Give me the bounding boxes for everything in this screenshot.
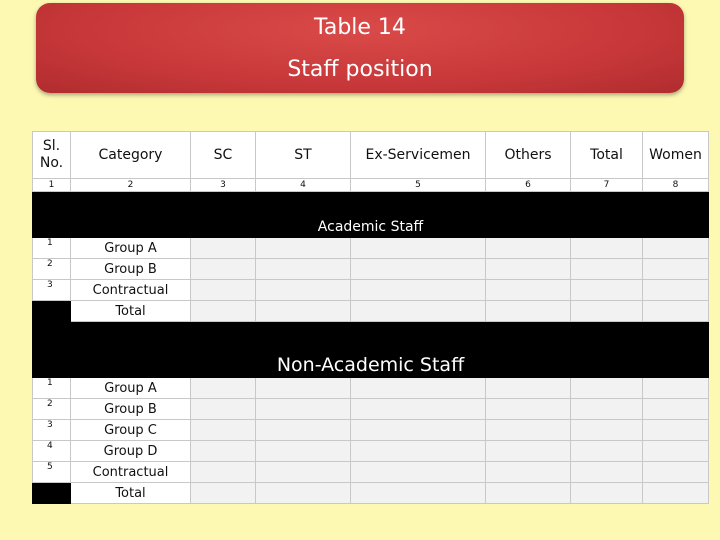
empty-cell — [351, 301, 486, 322]
empty-cell — [351, 280, 486, 301]
staff-position-table — [32, 131, 709, 504]
header-sl-no: Sl. No. — [33, 132, 71, 179]
column-index: 1 — [33, 179, 71, 192]
nonacademic-section-label: Non-Academic Staff — [276, 354, 465, 376]
empty-cell — [191, 483, 256, 504]
column-index: 2 — [71, 179, 191, 192]
row-number: 5 — [33, 462, 71, 483]
empty-cell — [191, 301, 256, 322]
empty-cell — [351, 259, 486, 280]
empty-cell — [191, 378, 256, 399]
row-number: 3 — [33, 280, 71, 301]
header-row — [33, 132, 709, 179]
empty-cell — [256, 483, 351, 504]
empty-cell — [486, 280, 571, 301]
empty-cell — [643, 399, 709, 420]
empty-cell — [256, 462, 351, 483]
row-number: 2 — [33, 399, 71, 420]
empty-cell — [256, 301, 351, 322]
column-index: 5 — [351, 179, 486, 192]
empty-cell — [191, 259, 256, 280]
empty-cell — [571, 399, 643, 420]
empty-cell — [256, 420, 351, 441]
row-number: 3 — [33, 420, 71, 441]
table-row — [33, 378, 709, 399]
title-banner — [36, 3, 684, 93]
empty-cell — [351, 420, 486, 441]
table-row — [33, 259, 709, 280]
empty-cell — [571, 462, 643, 483]
empty-cell — [256, 378, 351, 399]
row-category: Contractual — [71, 280, 191, 301]
empty-cell — [486, 259, 571, 280]
empty-cell — [256, 280, 351, 301]
row-number: 1 — [33, 238, 71, 259]
row-number — [33, 483, 71, 504]
column-index-row — [33, 179, 709, 192]
empty-cell — [191, 399, 256, 420]
header-sc: SC — [191, 132, 256, 179]
empty-cell — [571, 483, 643, 504]
empty-cell — [351, 378, 486, 399]
empty-cell — [256, 238, 351, 259]
empty-cell — [351, 462, 486, 483]
empty-cell — [256, 259, 351, 280]
academic-section-band — [33, 192, 709, 238]
row-category: Total — [71, 301, 191, 322]
column-index: 7 — [571, 179, 643, 192]
empty-cell — [191, 280, 256, 301]
empty-cell — [351, 399, 486, 420]
table-title: Staff position — [287, 57, 433, 82]
academic-section-row — [33, 192, 709, 238]
empty-cell — [486, 483, 571, 504]
empty-cell — [571, 441, 643, 462]
empty-cell — [486, 301, 571, 322]
row-category: Group A — [71, 378, 191, 399]
row-category: Group C — [71, 420, 191, 441]
empty-cell — [486, 399, 571, 420]
empty-cell — [191, 238, 256, 259]
empty-cell — [571, 378, 643, 399]
table-row-total — [33, 301, 709, 322]
empty-cell — [571, 259, 643, 280]
empty-cell — [191, 441, 256, 462]
table-row — [33, 420, 709, 441]
table-row — [33, 399, 709, 420]
row-category: Group D — [71, 441, 191, 462]
table-row-total — [33, 483, 709, 504]
empty-cell — [643, 259, 709, 280]
empty-cell — [191, 420, 256, 441]
empty-cell — [643, 280, 709, 301]
empty-cell — [486, 441, 571, 462]
empty-cell — [571, 301, 643, 322]
empty-cell — [643, 441, 709, 462]
nonacademic-section-band — [33, 322, 709, 378]
empty-cell — [486, 238, 571, 259]
empty-cell — [643, 378, 709, 399]
empty-cell — [351, 441, 486, 462]
header-st: ST — [256, 132, 351, 179]
empty-cell — [486, 462, 571, 483]
row-number — [33, 301, 71, 322]
empty-cell — [191, 462, 256, 483]
empty-cell — [256, 399, 351, 420]
row-category: Group B — [71, 399, 191, 420]
empty-cell — [256, 441, 351, 462]
empty-cell — [643, 238, 709, 259]
column-index: 4 — [256, 179, 351, 192]
row-category: Total — [71, 483, 191, 504]
column-index: 3 — [191, 179, 256, 192]
row-category: Group A — [71, 238, 191, 259]
row-number: 2 — [33, 259, 71, 280]
row-category: Contractual — [71, 462, 191, 483]
empty-cell — [571, 280, 643, 301]
empty-cell — [571, 238, 643, 259]
nonacademic-section-row — [33, 322, 709, 378]
column-index: 8 — [643, 179, 709, 192]
empty-cell — [643, 420, 709, 441]
empty-cell — [351, 483, 486, 504]
academic-section-label: Academic Staff — [317, 219, 424, 235]
row-number: 4 — [33, 441, 71, 462]
table-row — [33, 462, 709, 483]
header-category: Category — [71, 132, 191, 179]
row-category: Group B — [71, 259, 191, 280]
empty-cell — [643, 483, 709, 504]
header-total: Total — [571, 132, 643, 179]
empty-cell — [643, 301, 709, 322]
header-ex-servicemen: Ex-Servicemen — [351, 132, 486, 179]
empty-cell — [486, 420, 571, 441]
header-others: Others — [486, 132, 571, 179]
table-row — [33, 238, 709, 259]
header-women: Women — [643, 132, 709, 179]
table-row — [33, 280, 709, 301]
empty-cell — [351, 238, 486, 259]
empty-cell — [643, 462, 709, 483]
table-row — [33, 441, 709, 462]
column-index: 6 — [486, 179, 571, 192]
empty-cell — [571, 420, 643, 441]
table-number: Table 14 — [314, 15, 406, 40]
row-number: 1 — [33, 378, 71, 399]
empty-cell — [486, 378, 571, 399]
